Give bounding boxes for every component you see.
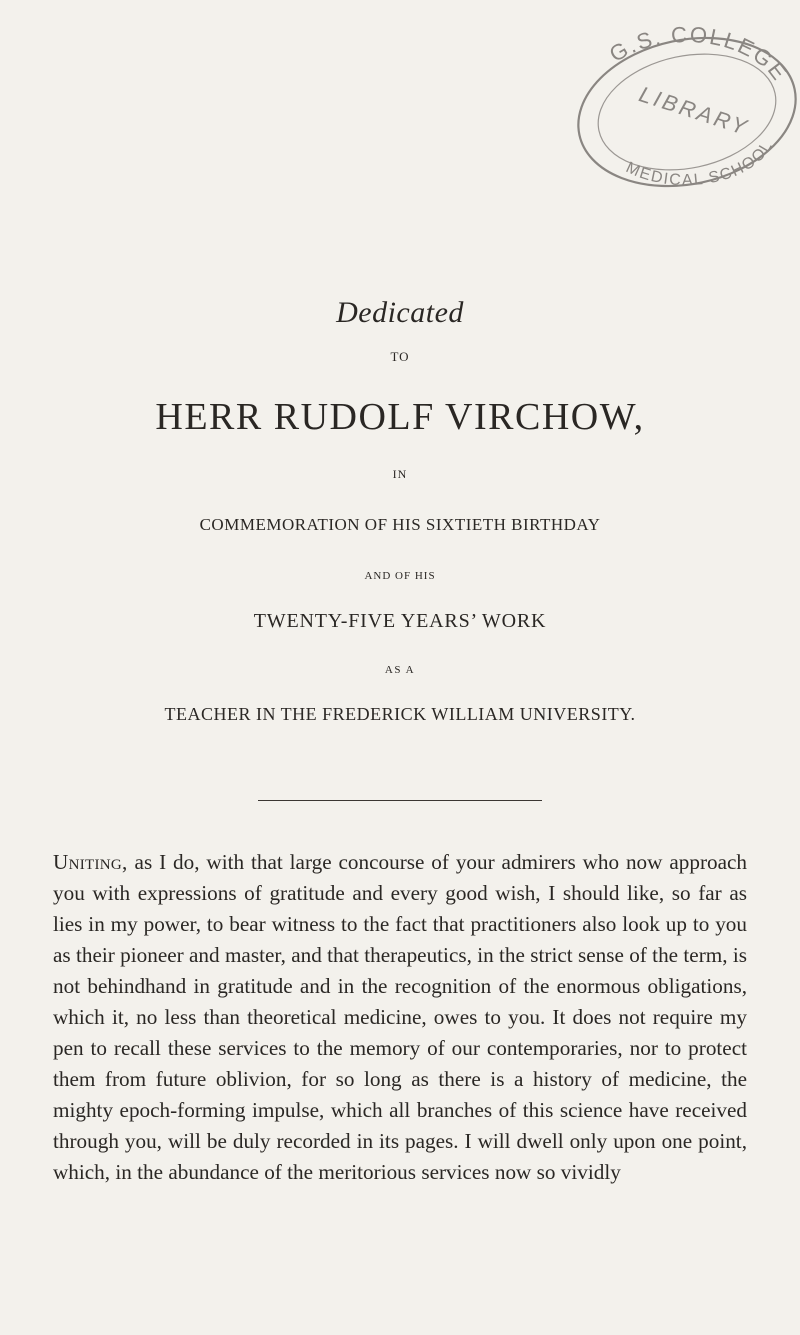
dedication-heading: Dedicated [336,296,464,329]
work-years-line: TWENTY-FIVE YEARS’ WORK [253,610,547,632]
dedication-and-of: AND OF HIS [364,570,436,582]
stamp-top-text: G.S. COLLEGE [605,21,793,86]
body-paragraph [53,847,747,1188]
stamp-middle-text: LIBRARY [636,81,753,141]
teacher-line: TEACHER IN THE FREDERICK WILLIAM UNIVERSITY. [164,704,636,724]
dedication-to: TO [390,349,410,364]
dedication-in: IN [392,467,408,481]
commemoration-line: COMMEMORATION OF HIS SIXTIETH BIRTHDAY [199,515,601,534]
dedicatee-name: HERR RUDOLF VIRCHOW, [155,396,645,438]
body-first-word: Uniting, [53,850,128,874]
library-stamp [552,20,800,195]
stamp-bottom-text: MEDICAL SCHOOL [623,137,777,190]
section-divider [258,800,542,801]
dedication-as-a: AS A [384,664,416,676]
body-text: as I do, with that large concourse of your admirers who now approach you with expressions of gratitude and every good wish, I should like, so far as lies in my power, to bear witness to the fact that practitioners also look up to you as their pioneer and master, and that therapeutics, in the strict sense of the term, is not behindhand in gratitude and in the recognition of the enormous obligations, which it, no less than theoretical medicine, owes to you. It does not require my pen to recall these services to the memory of our contemporaries, nor to protect them from future oblivion, for so long as there is a history of medicine, the mighty epoch-forming impulse, which all branches of this science have received through you, will be duly recorded in its pages. I will dwell only upon one point, which, in the abundance of the meritorious services now so vividly [53,850,747,1184]
